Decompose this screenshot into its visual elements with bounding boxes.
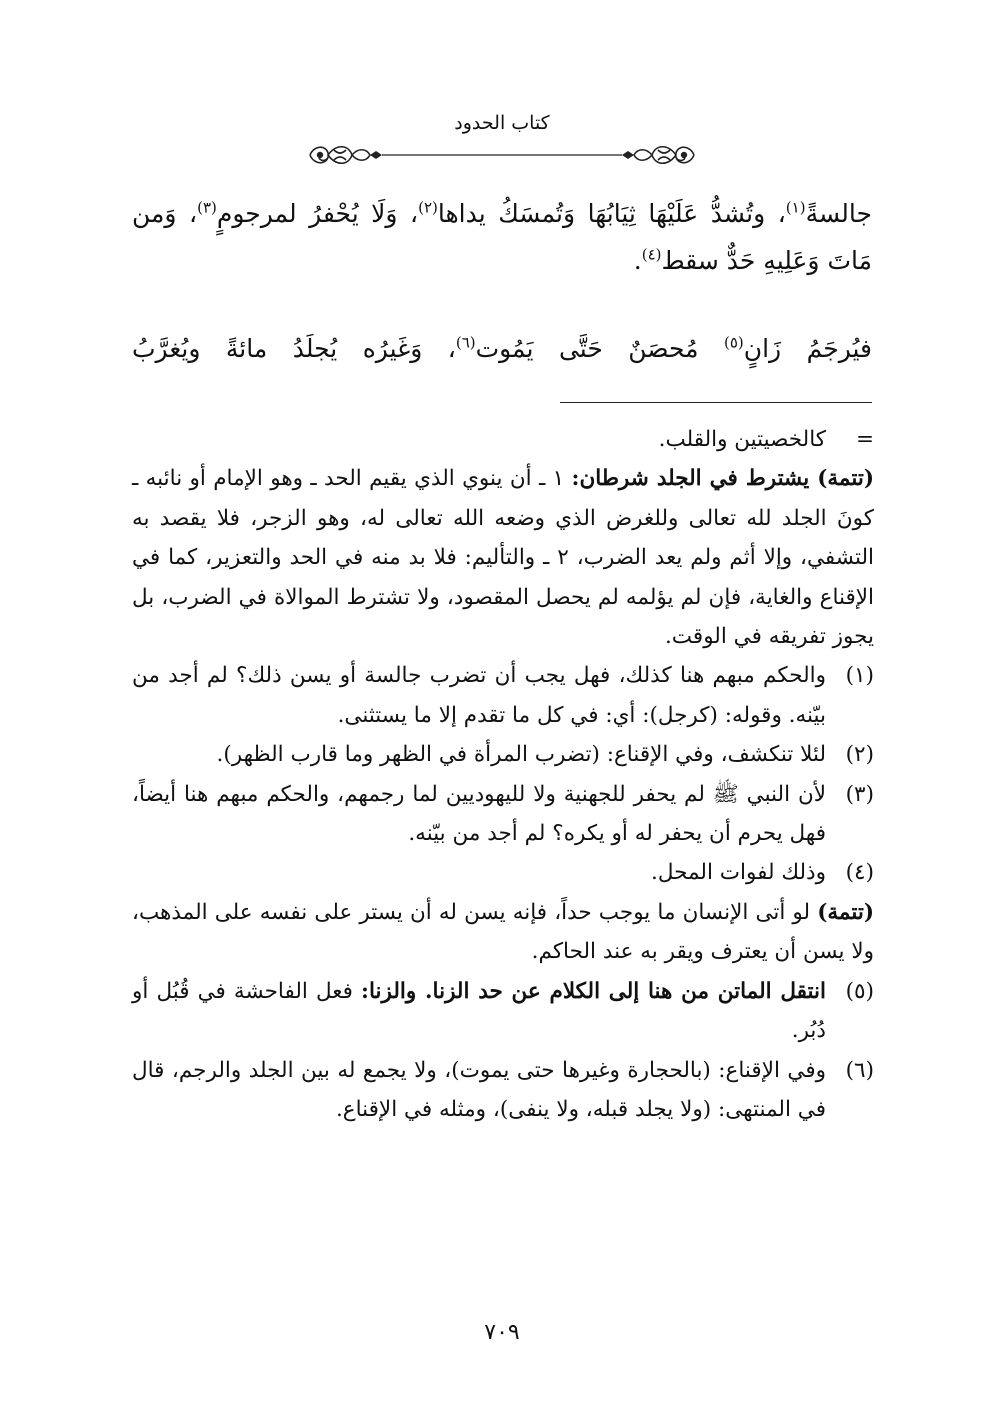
footnote-number: (٤) bbox=[845, 860, 874, 886]
right-diamond-icon bbox=[622, 151, 634, 159]
footnote-2 bbox=[132, 735, 874, 774]
footnote-number: (١) bbox=[845, 663, 874, 689]
footnote-text: لئلا تنكشف، وفي الإقناع: (تضرب المرأة في الظهر وما قارب الظهر). bbox=[216, 742, 826, 768]
footnote-number: (٢) bbox=[845, 742, 874, 768]
matn-text-2 bbox=[132, 325, 872, 372]
matn-paragraph-2 bbox=[132, 325, 872, 372]
matn-segment: ، وتُشدُّ عَلَيْهَا ثِيَابُهَا وَتُمسَكُ يداها bbox=[437, 199, 786, 228]
matn-segment: مُحصَنٌ حَتَّى يَمُوت bbox=[475, 334, 724, 363]
header-ornament bbox=[300, 140, 704, 170]
matn-segment: ، وَغَيرُه يُجلَدُ مائةً ويُغرَّبُ bbox=[132, 334, 456, 363]
continuation-mark: = bbox=[855, 427, 874, 452]
footnote-text: لأن النبي ﷺ لم يحفر للجهنية ولا لليهوديين لما رجمهم، والحكم مبهم هنا أيضاً، فهل يحرم أن يحفر له أو يكره؟ لم أجد من بيّنه. bbox=[132, 781, 826, 847]
tatimma-text: ١ ـ أن ينوي الذي يقيم الحد ـ وهو الإمام أو نائبه ـ كونَ الجلد لله تعالى وللغرض الذي وضعه الله تعالى له، وهو الزجر، فلا يقصد به التشفي، وإلا أثم ولم يعد الضرب، ٢ ـ والتأليم: فلا بد منه في الحد والتعزير، كما في الإقناع والغاية، فإن لم يؤلمه لم يحصل المقصود، ولا تشترط الموالاة في الضرب، بل يجوز تفريقه في الوقت. bbox=[132, 466, 874, 650]
running-header bbox=[300, 112, 704, 172]
footnote-body: فعل الفاحشة في قُبُل أو دُبُر. bbox=[132, 978, 826, 1044]
page-number: ٧٠٩ bbox=[484, 1320, 520, 1345]
tatimma-heading: (تتمة) bbox=[817, 899, 874, 925]
tatimma-heading: (تتمة) يشترط في الجلد شرطان: bbox=[571, 466, 875, 492]
footnote-ref-3[interactable]: (٣) bbox=[197, 198, 217, 217]
tatimma-note-2 bbox=[132, 893, 874, 972]
matn-text bbox=[132, 190, 872, 284]
footnote-separator bbox=[560, 402, 872, 403]
footnote-text: والحكم مبهم هنا كذلك، فهل يجب أن تضرب جالسة أو يسن ذلك؟ لم أجد من بيّنه. وقوله: (كرجل): أي: في كل ما تقدم إلا ما يستثنى. bbox=[132, 663, 826, 728]
footnote-ref-5[interactable]: (٥) bbox=[723, 333, 744, 352]
footnote-5 bbox=[132, 972, 874, 1051]
matn-paragraph-1 bbox=[132, 190, 872, 284]
chapter-title: كتاب الحدود bbox=[454, 112, 550, 134]
matn-segment: . bbox=[633, 246, 642, 275]
tatimma-text: لو أتى الإنسان ما يوجب حداً، فإنه يسن له أن يستر على نفسه على المذهب، ولا يسن أن يعترف ويقر به عند الحاكم. bbox=[132, 899, 874, 965]
footnote-ref-1[interactable]: (١) bbox=[785, 198, 806, 217]
footnote-number: (٦) bbox=[845, 1057, 874, 1083]
footnote-4 bbox=[132, 853, 874, 892]
matn-segment: ، وَلَا يُحْفرُ لمرجومٍ bbox=[216, 199, 419, 228]
footnote-1 bbox=[132, 656, 874, 735]
footnote-text: كالخصيتين والقلب. bbox=[658, 427, 826, 452]
right-flourish-icon bbox=[634, 147, 694, 164]
footnote-bold-lead: انتقل الماتن من هنا إلى الكلام عن حد الزنا. bbox=[425, 978, 827, 1004]
footnote-number: (٣) bbox=[845, 781, 874, 807]
footnote-ref-2[interactable]: (٢) bbox=[418, 198, 438, 217]
left-flourish-icon bbox=[310, 147, 370, 164]
footnote-3 bbox=[132, 775, 874, 854]
matn-segment: فيُرجَمُ زَانٍ bbox=[743, 334, 872, 363]
footnote-ref-4[interactable]: (٤) bbox=[641, 245, 662, 264]
footnote-continuation bbox=[132, 420, 874, 459]
left-diamond-icon bbox=[370, 151, 382, 159]
tatimma-note-1 bbox=[132, 459, 874, 656]
footnote-text: وفي الإقناع: (بالحجارة وغيرها حتى يموت)، ولا يجمع له بين الجلد والرجم، قال في المنتهى: (ولا يجلد قبله، ولا ينفى)، ومثله في الإقناع. bbox=[132, 1057, 826, 1122]
footnote-text: وذلك لفوات المحل. bbox=[651, 860, 826, 886]
matn-segment: جالسةً bbox=[805, 199, 872, 228]
footnote-number: (٥) bbox=[845, 978, 874, 1004]
footnote-bold-term: والزنا: bbox=[361, 978, 426, 1004]
footnote-ref-6[interactable]: (٦) bbox=[455, 333, 476, 352]
footnotes bbox=[132, 420, 874, 1129]
matn-segment: ، وَمن مَاتَ وَعَلِيهِ حَدٌّ سقط bbox=[132, 199, 872, 275]
footnote-6 bbox=[132, 1051, 874, 1130]
footnote-text bbox=[132, 972, 826, 1051]
